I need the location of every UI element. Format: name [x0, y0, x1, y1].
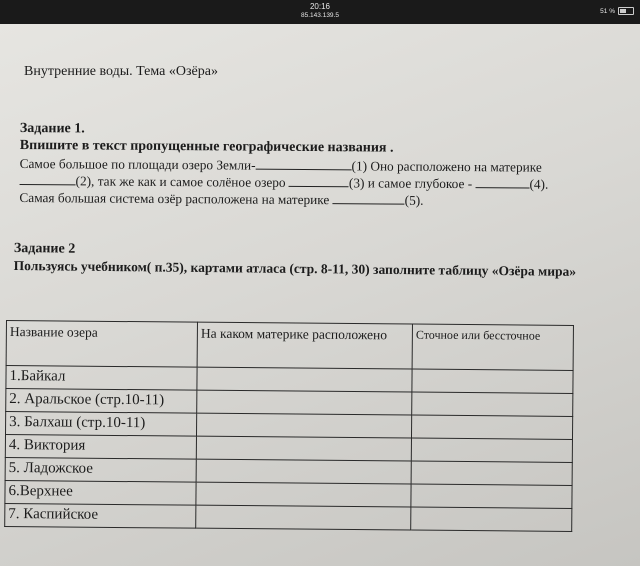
drainage-cell[interactable] — [411, 415, 572, 439]
status-ip-address: 85.143.139.5 — [301, 12, 339, 19]
task-1-line-3-text-b: (5). — [404, 192, 424, 208]
status-time: 20:16 — [309, 2, 331, 11]
lake-name-cell: 2. Аральское (стр.10-11) — [6, 389, 197, 414]
task-1-line-1-text-a: Самое большое по площади озеро Земли- — [19, 155, 256, 173]
header-continent: На каком материке расположено — [197, 322, 412, 369]
task-1-line-1 — [20, 156, 620, 175]
continent-cell[interactable] — [197, 367, 412, 392]
blank-5[interactable] — [333, 192, 405, 205]
task-2-heading: Задание 2 — [13, 240, 76, 257]
task-1-heading: Задание 1. — [19, 120, 85, 137]
drainage-cell[interactable] — [412, 369, 573, 393]
task-1-line-2-text-b: (3) и самое глубокое - — [348, 175, 473, 192]
blank-3[interactable] — [289, 175, 349, 187]
status-battery — [600, 7, 634, 15]
drainage-cell[interactable] — [411, 507, 572, 531]
status-bar — [0, 0, 640, 24]
task-1 — [19, 120, 620, 209]
drainage-cell[interactable] — [411, 484, 572, 508]
lake-name-cell: 6.Верхнее — [5, 480, 196, 505]
continent-cell[interactable] — [196, 436, 411, 461]
task-1-line-2-text-c: (4). — [529, 176, 549, 192]
task-1-instruction: Впишите в текст пропущенные географические названия . — [19, 137, 394, 156]
table-row — [5, 503, 572, 531]
task-1-line-2-text-a: (2), так же как и самое солёное озеро — [75, 173, 286, 190]
task-1-line-2 — [20, 173, 620, 192]
battery-percent: 51 % — [600, 7, 615, 15]
lake-name-cell: 5. Ладожское — [5, 457, 196, 482]
lake-name-cell: 4. Виктория — [5, 435, 196, 460]
lake-name-cell: 7. Каспийское — [5, 503, 196, 528]
lakes-table-container — [4, 320, 574, 532]
battery-icon — [618, 7, 634, 15]
blank-4[interactable] — [475, 176, 529, 188]
lake-name-cell: 3. Балхаш (стр.10-11) — [6, 412, 197, 437]
table-header-row — [6, 321, 573, 371]
lakes-table — [4, 320, 574, 532]
drainage-cell[interactable] — [411, 438, 572, 462]
header-lake-name: Название озера — [6, 321, 197, 368]
task-2-instruction: Пользуясь учебником( п.35), картами атласа (стр. 8-11, 30) заполните таблицу «Озёра мира» — [13, 257, 577, 279]
document-photo — [0, 24, 640, 566]
header-drainage: Сточное или бессточное — [412, 324, 573, 370]
task-1-line-1-text-b: (1) Оно расположено на материке — [351, 158, 542, 175]
continent-cell[interactable] — [197, 390, 412, 415]
lake-name-cell: 1.Байкал — [6, 366, 197, 391]
continent-cell[interactable] — [196, 482, 411, 507]
continent-cell[interactable] — [196, 505, 411, 530]
task-1-line-3-text-a: Самая большая система озёр расположена на материке — [19, 189, 330, 208]
blank-2[interactable] — [20, 173, 76, 185]
continent-cell[interactable] — [196, 459, 411, 484]
task-2 — [14, 240, 626, 280]
document-title: Внутренние воды. Тема «Озёра» — [24, 64, 218, 79]
drainage-cell[interactable] — [411, 461, 572, 485]
continent-cell[interactable] — [196, 413, 411, 438]
task-1-line-3 — [19, 190, 619, 209]
blank-1[interactable] — [256, 158, 352, 171]
drainage-cell[interactable] — [412, 392, 573, 416]
